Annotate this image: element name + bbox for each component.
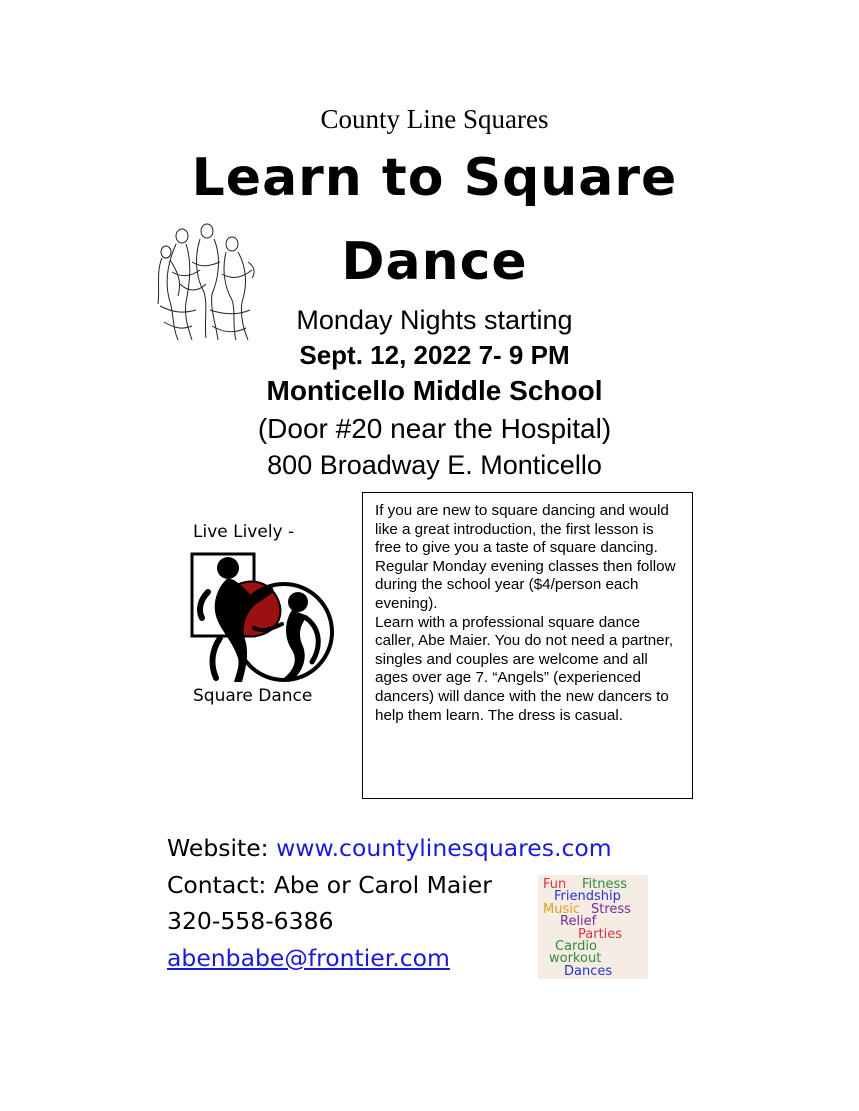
word-cloud-word: Music [543, 902, 580, 917]
date-time: Sept. 12, 2022 7- 9 PM [299, 340, 570, 370]
organization-name: County Line Squares [320, 104, 549, 134]
title-line-2: Dance [341, 232, 528, 292]
word-cloud-word: Fitness [582, 877, 628, 892]
word-cloud-word: Parties [578, 927, 623, 942]
logo-bottom-text: Square Dance [193, 686, 313, 706]
website-link[interactable]: www.countylinesquares.com [276, 834, 612, 862]
word-cloud-word: Relief [560, 914, 597, 929]
address: 800 Broadway E. Monticello [267, 450, 602, 480]
schedule-text: Monday Nights starting [296, 305, 573, 335]
word-cloud-word: workout [549, 951, 602, 966]
word-cloud-word: Cardio [555, 939, 597, 954]
website-line [167, 834, 612, 862]
word-cloud-word: Fun [543, 877, 567, 892]
word-cloud-word: Dances [564, 964, 613, 979]
title-line-1: Learn to Square [191, 148, 678, 208]
website-label: Website: [167, 834, 277, 862]
word-cloud-image [538, 875, 648, 979]
info-box [362, 492, 693, 799]
word-cloud-word: Stress [591, 902, 631, 917]
email-link[interactable]: abenbabe@frontier.com [167, 944, 450, 972]
info-paragraph-2: Learn with a professional square dance caller, Abe Maier. You do not need a partner, singles and couples are welcome and all ages over age 7. “Angels” (experienced dancers) will dance with the new dancers to help them learn. The dress is casual. [375, 613, 674, 724]
info-paragraph-1: If you are new to square dancing and would like a great introduction, the first lesson is free to give you a taste of square dancing. Regular Monday evening classes then follow during the school year ($4/person each evening). [375, 502, 676, 612]
logo-top-text: Live Lively - [193, 522, 295, 542]
word-cloud-word: Friendship [554, 889, 621, 904]
contact-line: Contact: Abe or Carol Maier [167, 871, 492, 899]
location-name: Monticello Middle School [266, 375, 603, 406]
square-dance-logo [188, 546, 336, 686]
phone-number: 320-558-6386 [167, 907, 334, 935]
door-info: (Door #20 near the Hospital) [257, 413, 612, 444]
